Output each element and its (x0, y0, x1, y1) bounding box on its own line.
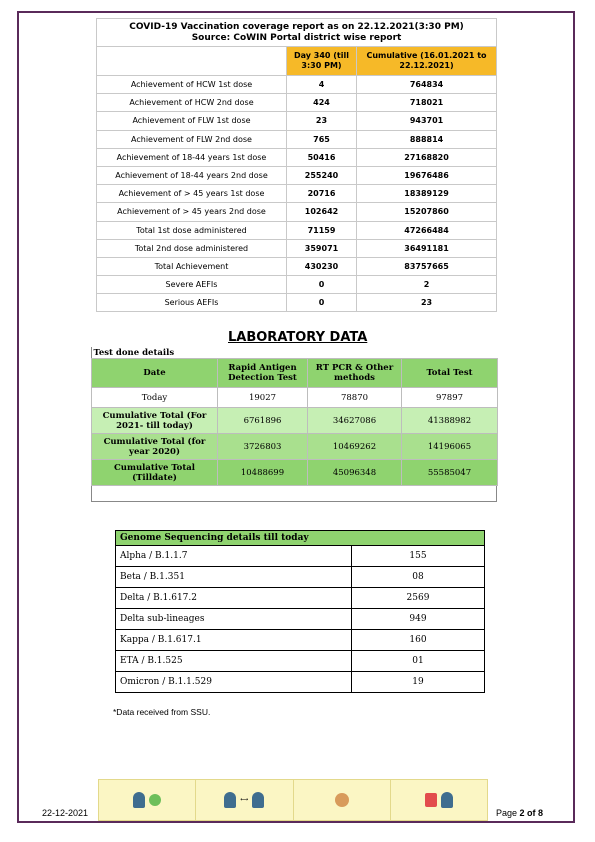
vaccination-day-value: 102642 (287, 203, 357, 221)
genome-row (116, 588, 485, 609)
vaccination-cumulative-value: 23 (357, 294, 497, 312)
vaccination-row-label: Achievement of HCW 1st dose (97, 76, 287, 94)
lab-cell: 41388982 (402, 408, 498, 434)
vaccination-source: Source: CoWIN Portal district wise report (191, 32, 402, 43)
genome-variant: Kappa / B.1.617.1 (116, 630, 352, 651)
lab-cell: 45096348 (308, 460, 402, 486)
vaccination-day-value: 765 (287, 130, 357, 148)
lab-row-label: Cumulative Total (For 2021- till today) (92, 408, 218, 434)
vaccination-row-label: Total 2nd dose administered (97, 239, 287, 257)
lab-cell: 3726803 (218, 434, 308, 460)
genome-row (116, 609, 485, 630)
lab-header-rat: Rapid Antigen Detection Test (218, 359, 308, 388)
vaccination-cumulative-value: 36491181 (357, 239, 497, 257)
vaccination-cumulative-value: 83757665 (357, 257, 497, 275)
vaccination-row (97, 130, 497, 148)
vaccination-table (96, 18, 497, 312)
lab-caption: Test done details (92, 347, 498, 359)
lab-cell: 78870 (308, 388, 402, 408)
vaccination-day-value: 359071 (287, 239, 357, 257)
genome-count: 2569 (352, 588, 485, 609)
lab-row-label: Today (92, 388, 218, 408)
vaccination-title (97, 19, 497, 47)
lab-cell: 34627086 (308, 408, 402, 434)
vaccination-row (97, 166, 497, 184)
lab-row-label: Cumulative Total (for year 2020) (92, 434, 218, 460)
vaccination-row (97, 112, 497, 130)
banner-segment-mask (99, 780, 196, 820)
lab-cell: 14196065 (402, 434, 498, 460)
lab-header-date: Date (92, 359, 218, 388)
genome-table (115, 530, 485, 693)
vaccination-cumulative-value: 2 (357, 276, 497, 294)
vaccination-row-label: Total Achievement (97, 257, 287, 275)
page-of: of (524, 808, 539, 818)
vaccination-day-value: 430230 (287, 257, 357, 275)
genome-count: 08 (352, 567, 485, 588)
vaccination-cumulative-value: 764834 (357, 76, 497, 94)
vaccination-cumulative-value: 943701 (357, 112, 497, 130)
lab-cell: 6761896 (218, 408, 308, 434)
vaccination-day-value: 4 (287, 76, 357, 94)
vaccination-day-value: 255240 (287, 166, 357, 184)
lab-heading: LABORATORY DATA (228, 330, 368, 345)
vaccination-day-value: 20716 (287, 185, 357, 203)
genome-count: 01 (352, 651, 485, 672)
vaccination-row (97, 94, 497, 112)
person-icon (441, 792, 453, 808)
genome-row (116, 567, 485, 588)
vaccination-row-label: Total 1st dose administered (97, 221, 287, 239)
lab-table (91, 347, 498, 486)
vaccination-cumulative-value: 47266484 (357, 221, 497, 239)
vaccination-cumulative-value: 18389129 (357, 185, 497, 203)
genome-count: 19 (352, 672, 485, 693)
vaccination-row-label: Serious AEFIs (97, 294, 287, 312)
vaccination-row (97, 221, 497, 239)
vaccination-row-label: Achievement of 18-44 years 2nd dose (97, 166, 287, 184)
vaccination-day-value: 0 (287, 276, 357, 294)
vaccination-row-label: Achievement of 18-44 years 1st dose (97, 148, 287, 166)
vaccination-row (97, 276, 497, 294)
vaccination-title-line1: COVID-19 Vaccination coverage report as on 22.12.2021(3:30 PM) (129, 21, 464, 32)
vaccination-row (97, 257, 497, 275)
person-icon (133, 792, 145, 808)
lab-header-rtpcr: RT PCR & Other methods (308, 359, 402, 388)
banner-segment-handwash (294, 780, 391, 820)
page-current: 2 (519, 808, 525, 818)
vaccination-row-label: Achievement of > 45 years 2nd dose (97, 203, 287, 221)
genome-count: 160 (352, 630, 485, 651)
lab-row-label: Cumulative Total (Tilldate) (92, 460, 218, 486)
genome-variant: Delta sub-lineages (116, 609, 352, 630)
lab-cell: 19027 (218, 388, 308, 408)
genome-count: 155 (352, 546, 485, 567)
vaccination-row-label: Achievement of HCW 2nd dose (97, 94, 287, 112)
genome-row (116, 672, 485, 693)
vaccination-day-value: 71159 (287, 221, 357, 239)
vaccination-row-label: Achievement of > 45 years 1st dose (97, 185, 287, 203)
genome-variant: Beta / B.1.351 (116, 567, 352, 588)
vaccination-row (97, 294, 497, 312)
vaccination-row (97, 203, 497, 221)
vaccination-cumulative-value: 718021 (357, 94, 497, 112)
page-total: 8 (538, 808, 544, 818)
lab-cell: 10488699 (218, 460, 308, 486)
vaccination-cumulative-value: 19676486 (357, 166, 497, 184)
lab-cell: 10469262 (308, 434, 402, 460)
vaccination-cumulative-value: 15207860 (357, 203, 497, 221)
vaccination-day-value: 424 (287, 94, 357, 112)
header-blank-cell (97, 47, 287, 76)
genome-row (116, 546, 485, 567)
genome-heading: Genome Sequencing details till today (116, 531, 485, 546)
vaccination-cumulative-value: 888814 (357, 130, 497, 148)
covid-awareness-banner (98, 779, 488, 821)
genome-variant: Alpha / B.1.1.7 (116, 546, 352, 567)
banner-segment-doctor (391, 780, 487, 820)
lab-cell: 55585047 (402, 460, 498, 486)
genome-row (116, 651, 485, 672)
doctor-icon (425, 793, 437, 807)
vaccination-day-value: 23 (287, 112, 357, 130)
genome-variant: Delta / B.1.617.2 (116, 588, 352, 609)
vaccination-cumulative-value: 27168820 (357, 148, 497, 166)
header-day: Day 340 (till 3:30 PM) (287, 47, 357, 76)
footer-date: 22-12-2021 (42, 808, 89, 818)
mask-icon (149, 794, 161, 806)
handwash-icon (335, 793, 349, 807)
page-prefix: Page (496, 808, 520, 818)
vaccination-row-label: Achievement of FLW 2nd dose (97, 130, 287, 148)
person-icon (224, 792, 236, 808)
vaccination-row (97, 185, 497, 203)
distance-icon: ⟷ (240, 797, 249, 803)
vaccination-row-label: Severe AEFIs (97, 276, 287, 294)
person-icon (252, 792, 264, 808)
lab-cell: 97897 (402, 388, 498, 408)
vaccination-day-value: 50416 (287, 148, 357, 166)
data-source-note: *Data received from SSU. (113, 707, 211, 717)
genome-variant: ETA / B.1.525 (116, 651, 352, 672)
vaccination-row-label: Achievement of FLW 1st dose (97, 112, 287, 130)
lab-header-total: Total Test (402, 359, 498, 388)
page-number (496, 808, 543, 818)
genome-variant: Omicron / B.1.1.529 (116, 672, 352, 693)
genome-count: 949 (352, 609, 485, 630)
vaccination-day-value: 0 (287, 294, 357, 312)
banner-segment-distance (196, 780, 293, 820)
vaccination-row (97, 148, 497, 166)
vaccination-row (97, 76, 497, 94)
genome-row (116, 630, 485, 651)
header-cumulative: Cumulative (16.01.2021 to 22.12.2021) (357, 47, 497, 76)
vaccination-row (97, 239, 497, 257)
